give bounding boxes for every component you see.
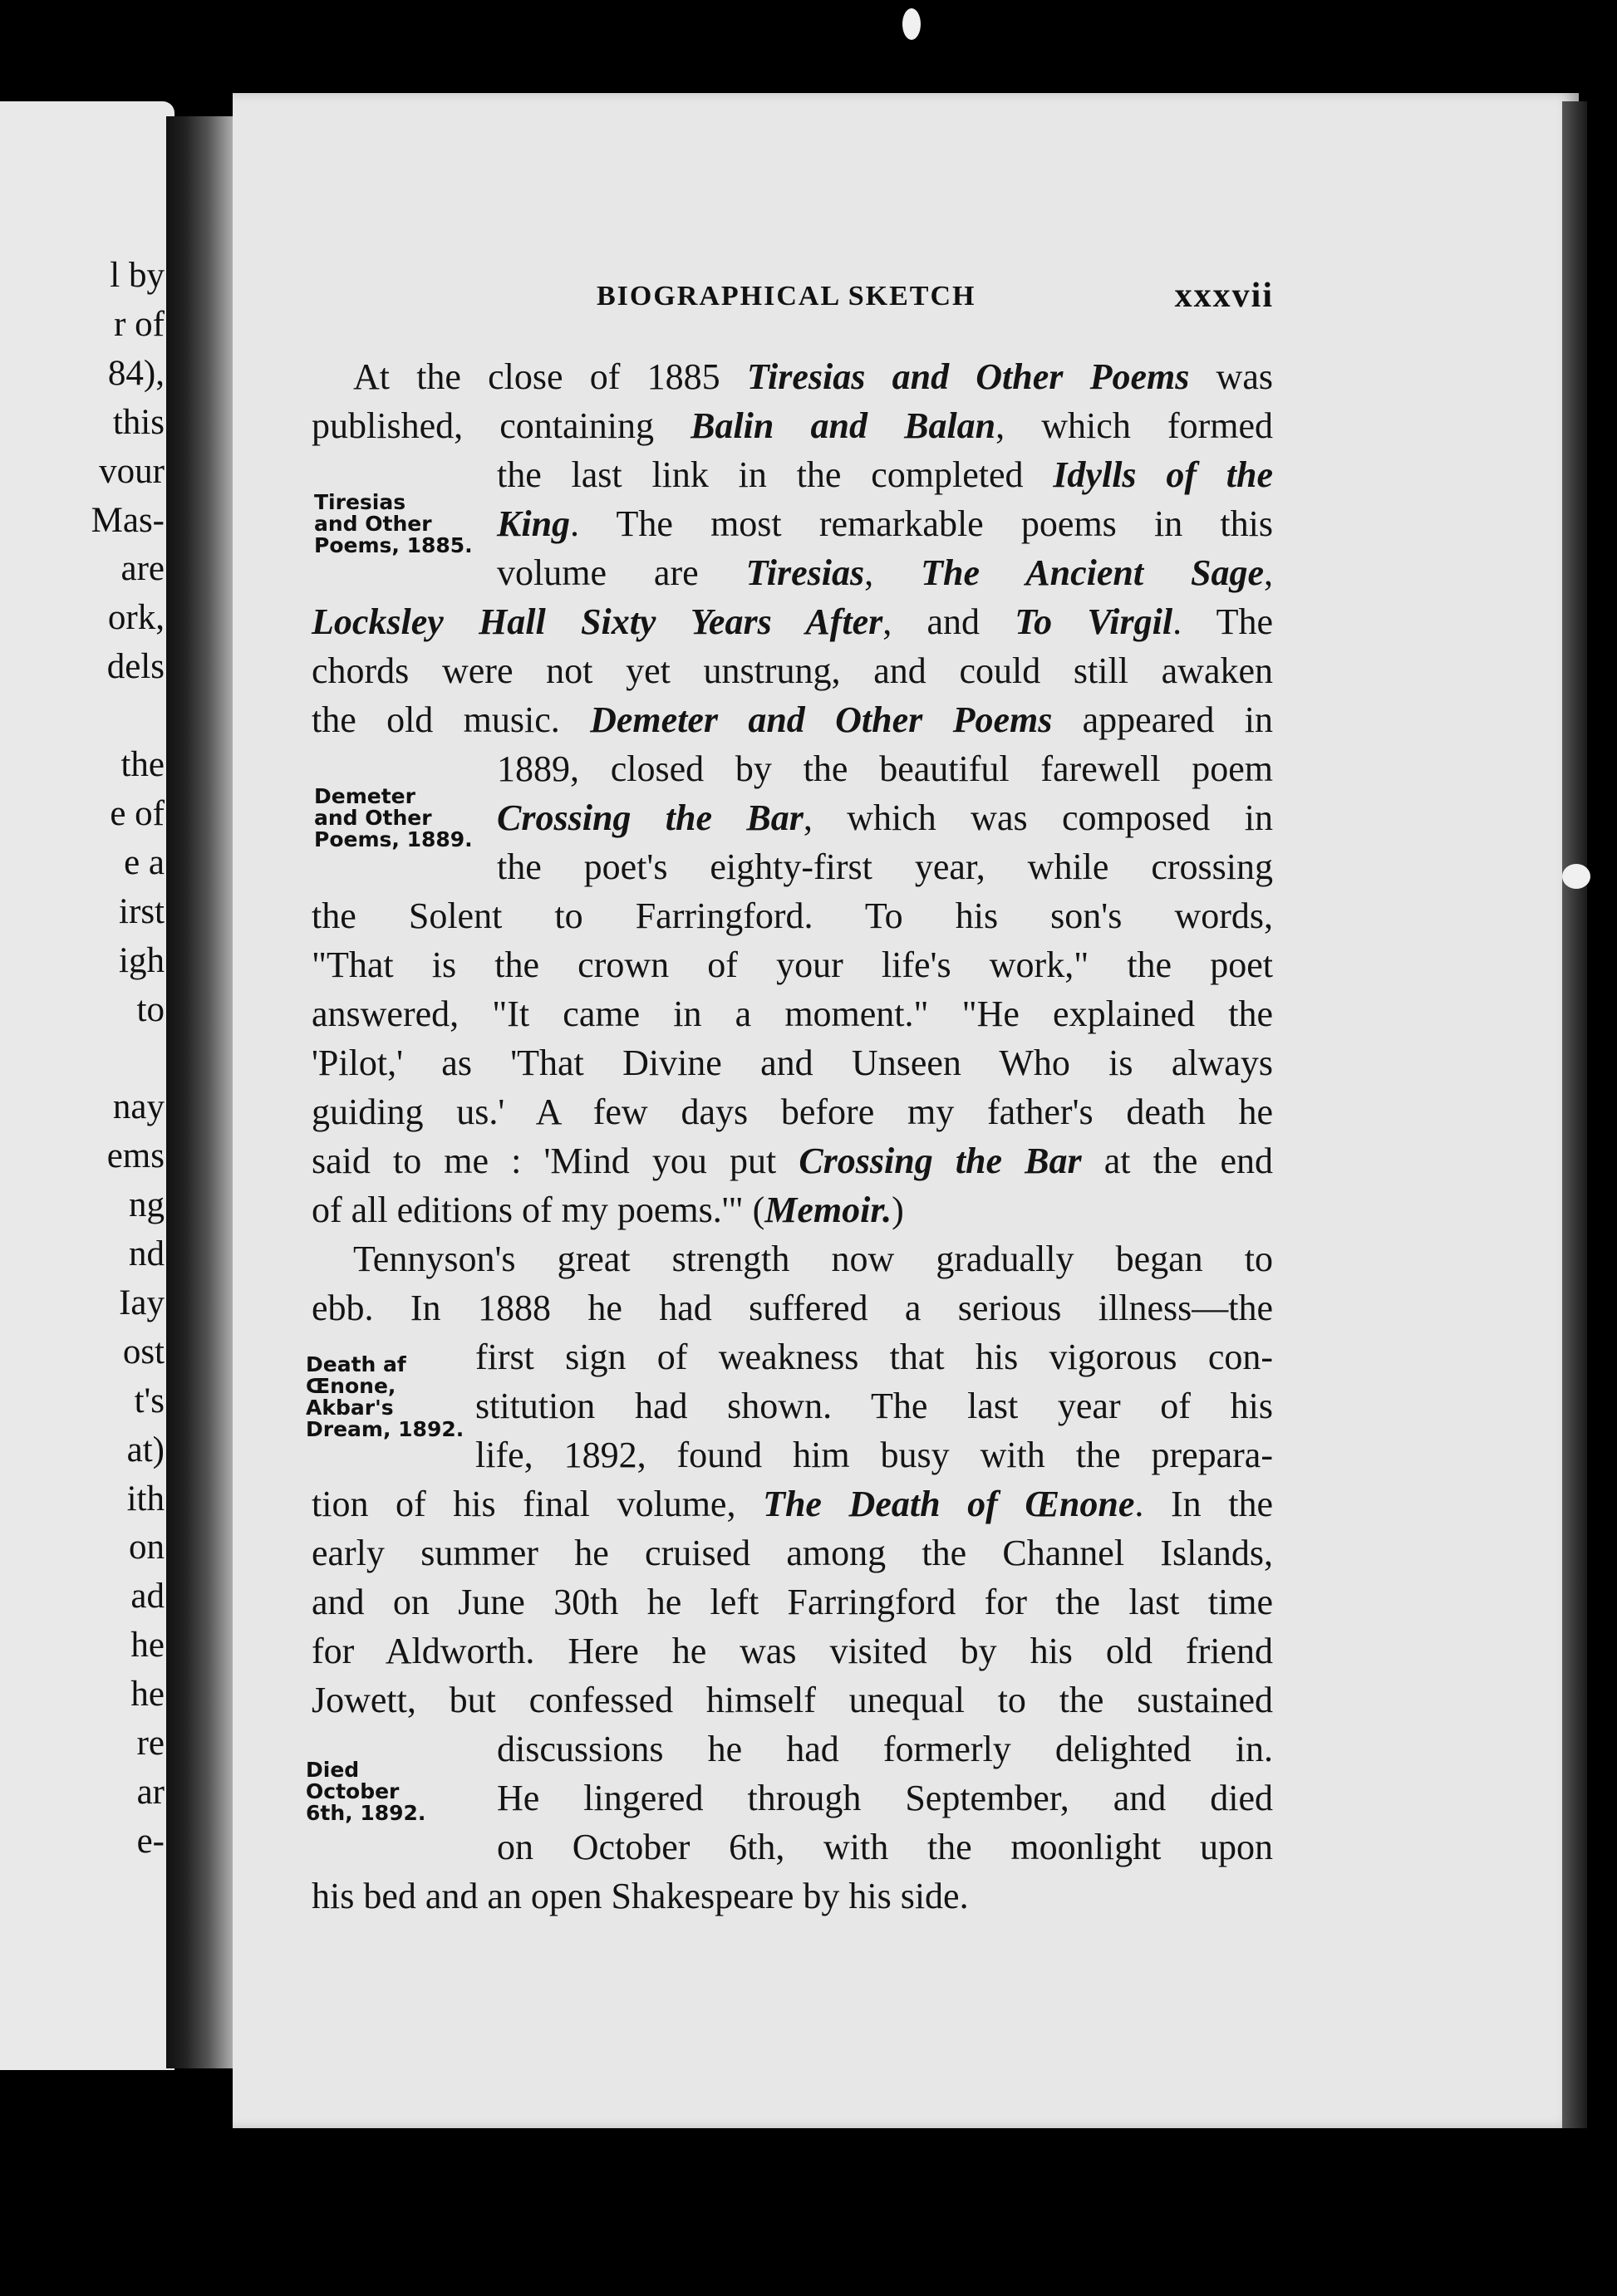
text-line: the poet's eighty-first year, while crossing (497, 846, 1273, 887)
text-line: the last link in the completed Idylls of the (497, 454, 1273, 495)
text-line: "That is the crown of your life's work," the poet (312, 944, 1273, 985)
left-page-fragment: e- (136, 1821, 165, 1861)
sidenote-line: Dream, 1892. (306, 1417, 464, 1441)
left-page-fragment: 84), (107, 353, 165, 393)
text-line: guiding us.' A few days before my father's death he (312, 1092, 1273, 1132)
text-line: Jowett, but confessed himself unequal to the sustained (312, 1680, 1273, 1720)
left-page-fragment: dels (106, 647, 165, 687)
left-page-fragment: the (120, 745, 165, 784)
left-page-fragment: ng (129, 1185, 165, 1225)
left-page-fragment: r of (114, 304, 165, 344)
sidenote-line: Died (306, 1758, 360, 1782)
scan-speck (1562, 864, 1590, 889)
sidenote-line: Poems, 1889. (314, 827, 473, 851)
text-line: published, containing Balin and Balan, which formed (312, 405, 1274, 446)
sidenote (314, 492, 473, 557)
text-line: life, 1892, found him busy with the prepara- (475, 1435, 1273, 1475)
page-header (314, 277, 1274, 322)
text-line: At the close of 1885 Tiresias and Other Poems was (353, 356, 1273, 397)
left-page-fragment: l by (110, 256, 165, 295)
left-page-fragment: on (129, 1528, 165, 1567)
text-line: said to me : 'Mind you put Crossing the Bar at the end (312, 1141, 1273, 1181)
text-line: first sign of weakness that his vigorous con- (475, 1337, 1273, 1377)
sidenote-line: Death af (306, 1352, 406, 1376)
left-page-fragment: this (112, 402, 165, 442)
running-head: BIOGRAPHICAL SKETCH (597, 281, 976, 312)
left-page-fragment: ad (130, 1577, 165, 1617)
text-line: Tennyson's great strength now gradually began to (353, 1239, 1273, 1279)
left-page-fragment: at) (126, 1430, 165, 1469)
left-page-fragment: t's (134, 1381, 165, 1420)
left-page-fragment: ith (126, 1479, 165, 1518)
text-line: tion of his final volume, The Death of Œnone. In the (312, 1484, 1274, 1524)
text-line: early summer he cruised among the Channel Islands, (312, 1533, 1273, 1573)
left-page-fragment: he (130, 1626, 165, 1666)
text-line: of all editions of my poems.'" (Memoir.) (312, 1190, 904, 1230)
book-gutter-shadow (166, 116, 243, 2068)
text-line: 1889, closed by the beautiful farewell poem (497, 748, 1273, 789)
left-page-fragment: e a (124, 842, 165, 882)
sidenote-line: Tiresias (314, 490, 406, 514)
text-line: on October 6th, with the moonlight upon (497, 1827, 1273, 1867)
text-line: the old music. Demeter and Other Poems appeared in (312, 699, 1273, 740)
sidenote-line: October (306, 1779, 400, 1803)
left-page-fragment: nay (112, 1087, 165, 1127)
text-line: stitution had shown. The last year of his (475, 1386, 1273, 1426)
text-line: ebb. In 1888 he had suffered a serious illness—the (312, 1288, 1273, 1328)
text-line: discussions he had formerly delighted in. (497, 1729, 1273, 1769)
sidenote-line: Œnone, (306, 1374, 396, 1398)
text-line: for Aldworth. Here he was visited by his old friend (312, 1631, 1273, 1671)
left-page-fragment: e of (110, 793, 165, 833)
text-line: Crossing the Bar, which was composed in (497, 797, 1273, 838)
left-page-fragment: nd (129, 1234, 165, 1273)
text-line: and on June 30th he left Farringford for the last time (312, 1582, 1273, 1622)
sidenote (306, 1759, 425, 1824)
sidenote-line: and Other (314, 512, 432, 536)
left-page (0, 101, 174, 2070)
page-edge (1562, 101, 1587, 2128)
left-page-fragment: irst (119, 891, 165, 931)
left-page-fragment: igh (119, 940, 165, 980)
text-line: 'Pilot,' as 'That Divine and Unseen Who is always (312, 1043, 1273, 1083)
left-page-fragment: ork, (107, 598, 165, 638)
left-page-fragment: ar (136, 1772, 165, 1812)
sidenote-line: Demeter (314, 784, 415, 808)
left-page-fragment: are (120, 549, 165, 589)
left-page-fragment: Iay (119, 1283, 165, 1322)
left-page-fragment: Mas- (91, 500, 165, 540)
left-page-fragment: vour (99, 451, 165, 491)
text-line: chords were not yet unstrung, and could still awaken (312, 650, 1273, 691)
text-line: volume are Tiresias, The Ancient Sage, (497, 552, 1273, 593)
left-page-fragment: to (136, 989, 165, 1029)
sidenote-line: Poems, 1885. (314, 533, 473, 557)
left-page-fragment: ost (122, 1332, 165, 1371)
text-line: the Solent to Farringford. To his son's words, (312, 895, 1273, 936)
left-page-fragment: re (136, 1724, 165, 1763)
sidenote (306, 1354, 464, 1440)
text-line: Locksley Hall Sixty Years After, and To Virgil. The (312, 601, 1273, 642)
sidenote-line: 6th, 1892. (306, 1801, 426, 1825)
text-line: King. The most remarkable poems in this (497, 503, 1273, 544)
text-line: answered, "It came in a moment." "He explained the (312, 993, 1273, 1034)
sidenote (314, 786, 473, 851)
page-number: xxxvii (1174, 277, 1274, 315)
sidenote-line: Akbar's (306, 1396, 394, 1420)
text-line: He lingered through September, and died (497, 1778, 1273, 1818)
left-page-fragment: he (130, 1675, 165, 1715)
left-page-fragment: ems (106, 1136, 165, 1176)
text-line: his bed and an open Shakespeare by his side. (312, 1876, 969, 1916)
scan-speck (902, 8, 921, 40)
sidenote-line: and Other (314, 806, 432, 830)
